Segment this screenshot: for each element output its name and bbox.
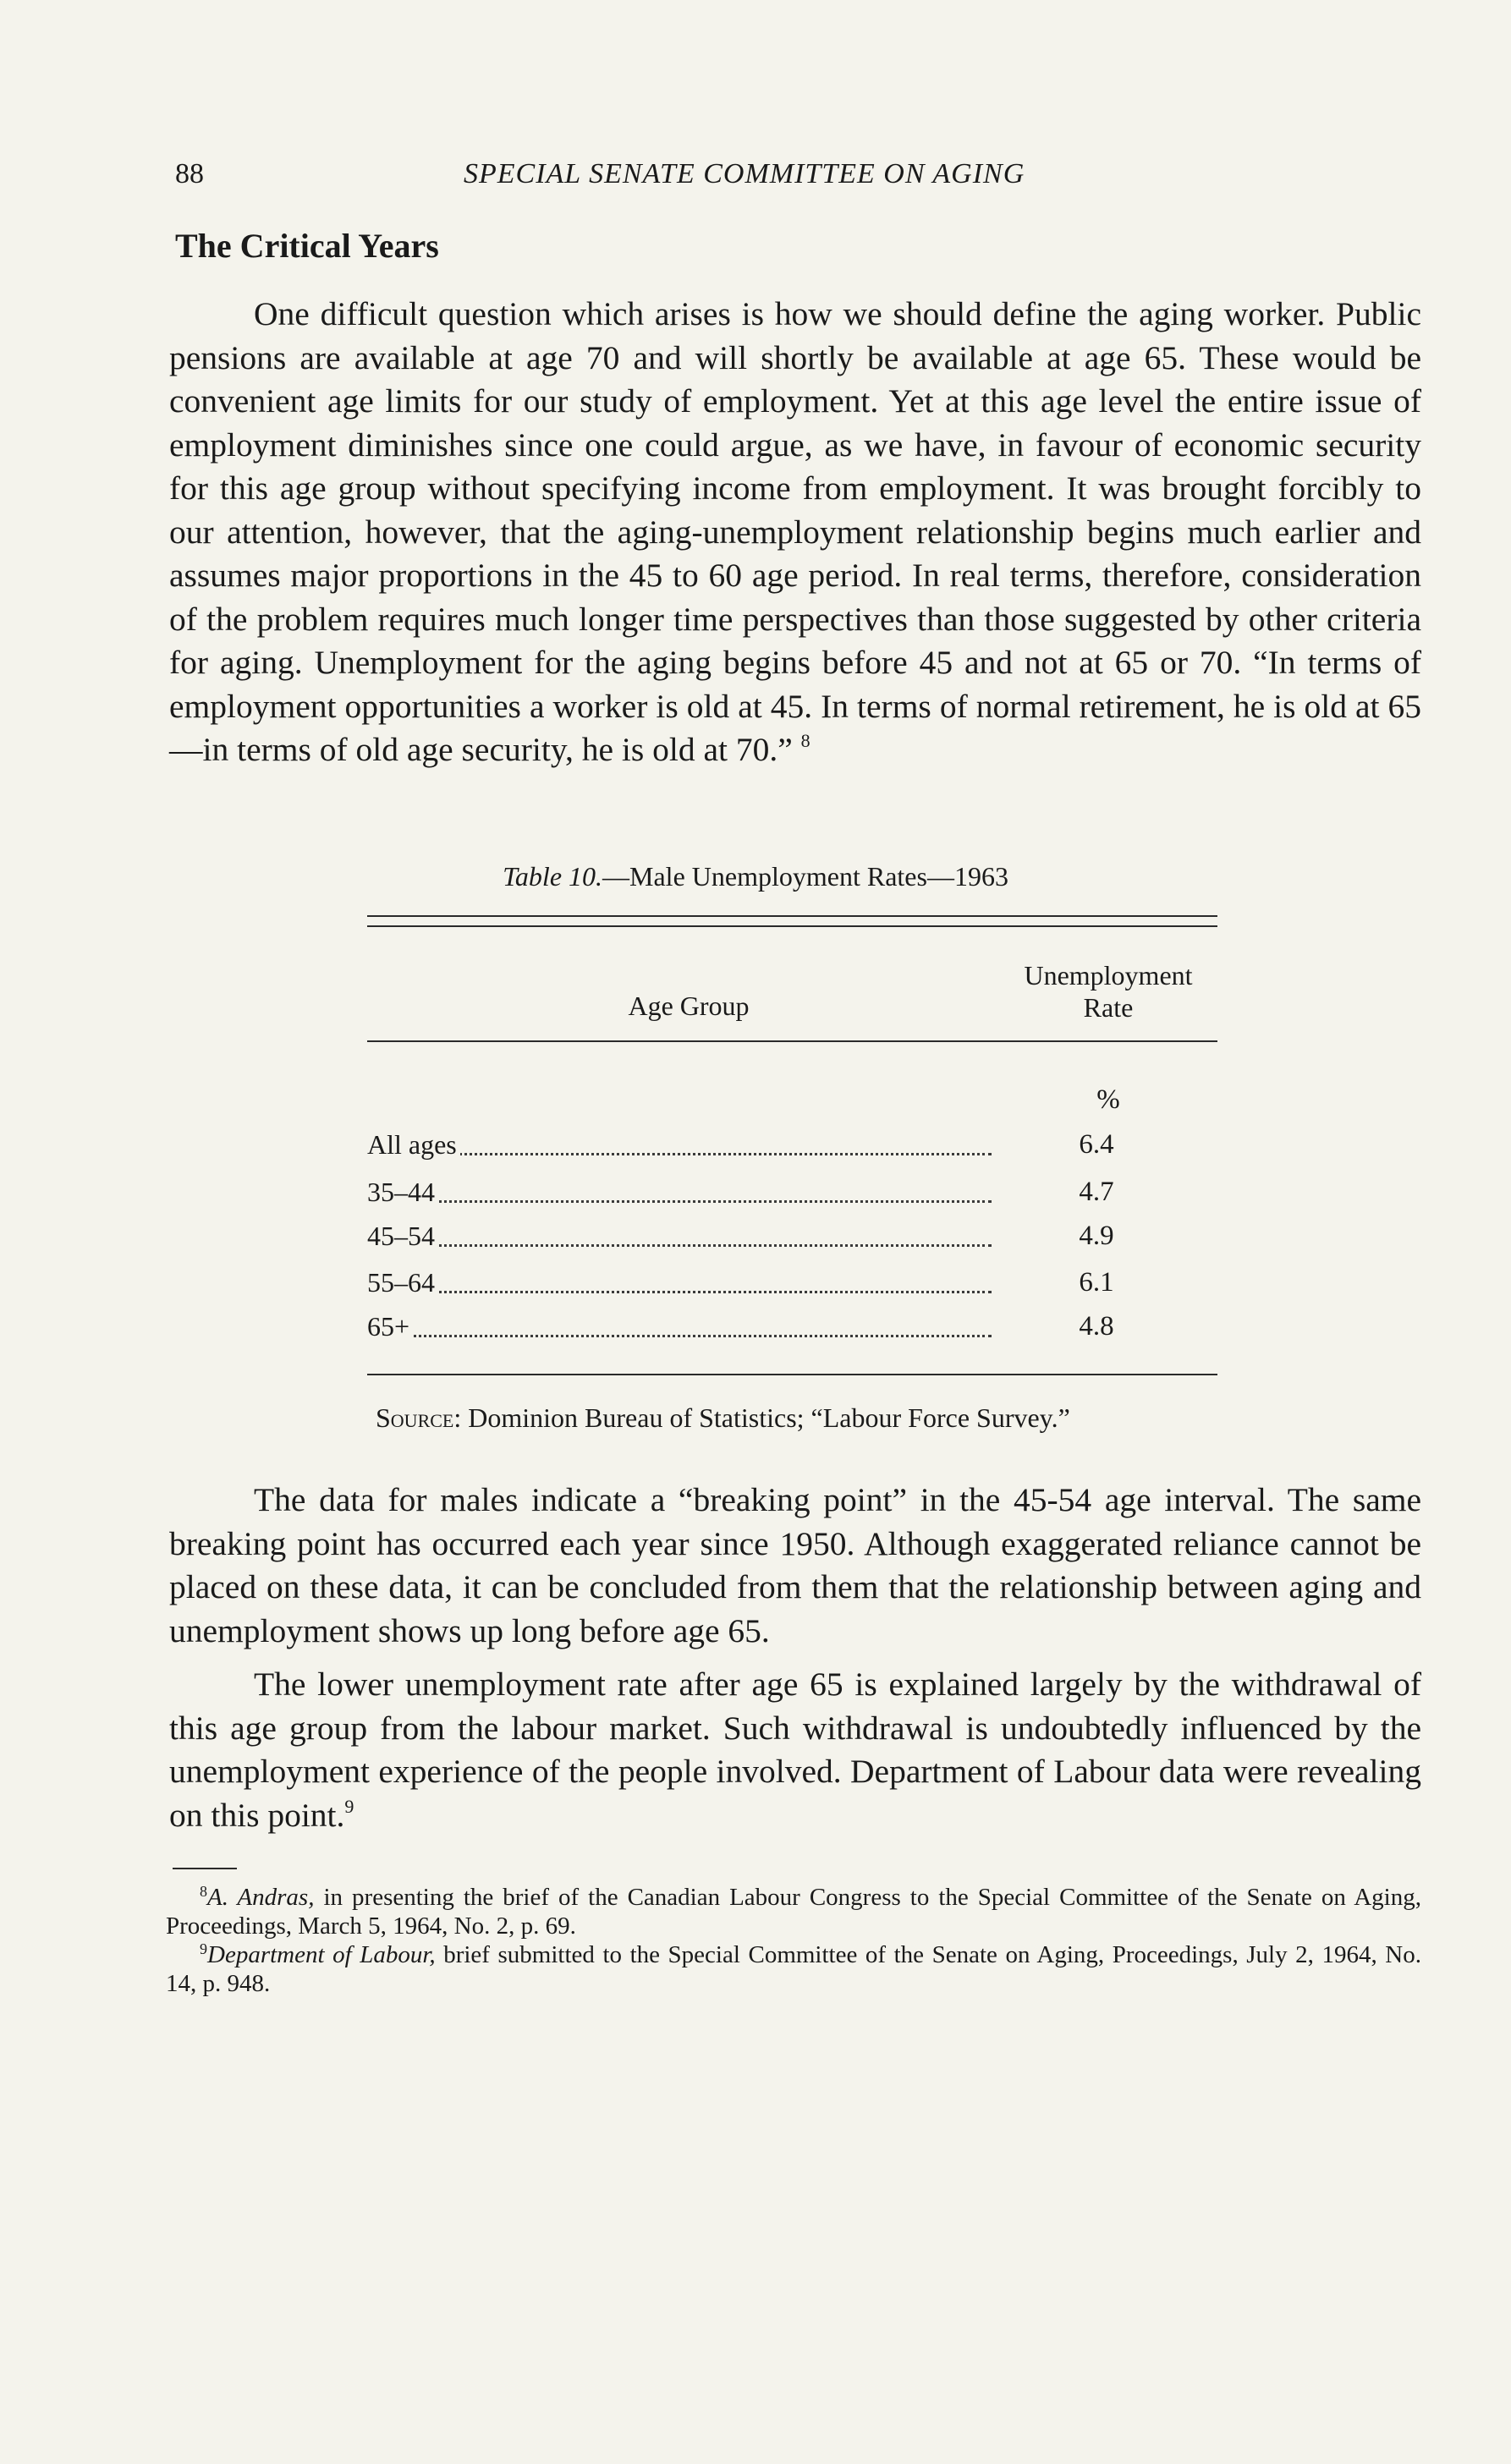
section-heading: The Critical Years (175, 227, 439, 265)
column-header-rate-line-2: Rate (1083, 992, 1134, 1023)
table-row (367, 1304, 1146, 1348)
footnote-author: Department of Labour, (207, 1941, 436, 1968)
rate-cell: 4.9 (1079, 1221, 1114, 1251)
rate-cell: 6.1 (1079, 1267, 1114, 1298)
footnote-mark: 9 (200, 1940, 207, 1957)
age-group-cell: 35–44 (367, 1170, 438, 1214)
rate-cell: 4.8 (1079, 1311, 1114, 1342)
footnote-ref-9[interactable]: 9 (344, 1795, 354, 1817)
dot-leader (367, 1291, 992, 1293)
table-row (367, 1170, 1146, 1214)
table-unit: % (1096, 1084, 1120, 1115)
dot-leader (367, 1244, 992, 1247)
dot-leader (367, 1335, 992, 1337)
footnote-text: brief submitted to the Special Committee of the Senate on Aging, Proceedings, July 2, 1964, No. 14, p. 948. (166, 1941, 1421, 1997)
paragraph-1-text: One difficult question which arises is how we should define the aging worker. Public pensions are available at age 70 and will shortly be available at age 65. These would be convenient age limits for our study of employment. Yet at this age level the entire issue of employment diminishes since one could argue, as we have, in favour of economic security for this age group without specifying income from employment. It was brought forcibly to our attention, however, that the aging-unemployment relationship begins much earlier and assumes major proportions in the 45 to 60 age period. In real terms, therefore, consideration of the problem requires much longer time perspectives than those suggested by other criteria for aging. Unemployment for the aging begins before 45 and not at 65 or 70. “In terms of employment opportunities a worker is old at 45. In terms of normal retirement, he is old at 65—in terms of old age security, he is old at 70.” (169, 295, 1421, 768)
table-row (367, 1260, 1146, 1304)
dot-leader (367, 1200, 992, 1203)
footnote-text: in presenting the brief of the Canadian Labour Congress to the Special Committee of the Senate on Aging, Proceedings, March 5, 1964, No. 2, p. 69. (166, 1884, 1421, 1940)
table-source-label: Source (376, 1402, 454, 1433)
footnote-ref-8[interactable]: 8 (800, 730, 810, 751)
age-group-cell: 65+ (367, 1304, 413, 1348)
age-group-cell: All ages (367, 1122, 460, 1166)
paragraph-3 (169, 1663, 1421, 1837)
rate-cell: 6.4 (1079, 1129, 1114, 1160)
footnote-divider (173, 1868, 237, 1869)
dot-leader (367, 1153, 992, 1155)
table-caption (0, 859, 1511, 893)
table-caption-title: —Male Unemployment Rates—1963 (602, 861, 1008, 892)
footnote-mark: 8 (200, 1883, 207, 1900)
page-number: 88 (175, 158, 204, 189)
table-header-rule (367, 1040, 1217, 1042)
paragraph-2: The data for males indicate a “breaking point” in the 45-54 age interval. The same breaking point has occurred each year since 1950. Although exaggerated reliance cannot be placed on these data, it can be concluded from them that the relationship between aging and unemployment shows up long before age 65. (169, 1481, 1421, 1649)
table-top-rule (367, 915, 1217, 917)
rate-cell: 4.7 (1079, 1177, 1114, 1207)
running-title: SPECIAL SENATE COMMITTEE ON AGING (464, 158, 1025, 189)
age-group-cell: 45–54 (367, 1214, 438, 1258)
paragraph-3-text: The lower unemployment rate after age 65 is explained largely by the withdrawal of this age group from the labour market. Such withdrawal is undoubtedly influenced by the unemployment experience of the people involved. Department of Labour data were revealing on this point. (169, 1666, 1421, 1834)
table-caption-number: Table 10. (503, 861, 603, 892)
footnote-author: A. Andras, (207, 1884, 315, 1911)
column-header-age-group: Age Group (628, 991, 750, 1021)
paragraph-1 (169, 293, 1421, 772)
table-row (367, 1122, 1146, 1166)
table-source-text: : Dominion Bureau of Statistics; “Labour Force Survey.” (453, 1402, 1070, 1433)
age-group-cell: 55–64 (367, 1260, 438, 1304)
column-header-unemployment-rate (986, 959, 1231, 1023)
footnote-8 (166, 1883, 1421, 1940)
table-row (367, 1214, 1146, 1258)
table-top-rule-second (367, 925, 1217, 927)
column-header-rate-line-1: Unemployment (1024, 960, 1193, 991)
table-source (376, 1401, 1070, 1435)
footnote-9 (166, 1940, 1421, 1998)
table-bottom-rule (367, 1374, 1217, 1375)
